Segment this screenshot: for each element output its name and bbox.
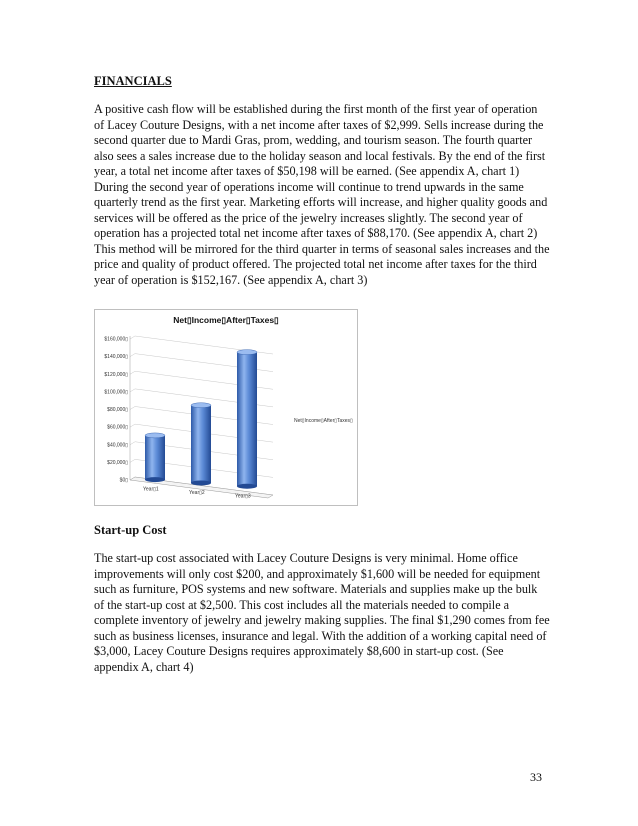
section-heading-startup-cost: Start-up Cost xyxy=(94,523,167,537)
financials-paragraph: A positive cash flow will be established during the first month of the first year of operation of Lacey Couture Designs, with a net income after taxes of $2,999. Sells increase during the second quarter due to Mardi Gras, prom, wedding, and tourism season. The fourth quarter also sees a sales increase due to the holiday season and local festivals. By the end of the first year, a total net income after taxes of $50,198 will be earned. (See appendix A, chart 1) During the second year of operations income will continue to trend upwards in the same quarterly trend as the first year. Marketing efforts will increase, and higher quality goods and services will be offered as the price of the jewelry increases slightly. The second year of operation has a projected total net income after taxes of $88,170. (See appendix A, chart 2) This method will be mirrored for the third quarter in terms of seasonal sales increases and the price and quality of product offered. The projected total net income after taxes for the third year of operation is $152,167. (See appendix A, chart 3) xyxy=(94,102,550,287)
startup-cost-paragraph: The start-up cost associated with Lacey Couture Designs is very minimal. Home office improvements will only cost $200, and approximately $1,600 will be needed for equipment such as furniture, POS systems and new software. Materials and supplies make up the bulk of the start-up cost at $2,500. This cost includes all the materials needed to compile a complete inventory of jewelry and jewelry making supplies. The final $1,290 comes from fee such as business licenses, insurance and legal. With the addition of a working capital need of $3,000, Lacey Couture Designs requires approximately $8,600 in start-up cost. (See appendix A, chart 4) xyxy=(94,551,550,674)
chart-title: Net▯Income▯After▯Taxes▯ xyxy=(173,315,279,325)
bar-body xyxy=(145,435,165,479)
net-income-chart xyxy=(94,309,358,506)
x-category-label: Year▯3 xyxy=(235,493,251,500)
y-tick-label: $0▯ xyxy=(119,477,128,484)
x-category-label: Year▯2 xyxy=(189,489,205,496)
section-heading-financials: FINANCIALS xyxy=(94,74,172,88)
y-tick-label: $160,000▯ xyxy=(104,336,128,343)
bar-top xyxy=(191,403,211,408)
y-tick-label: $100,000▯ xyxy=(104,389,128,396)
bar-base xyxy=(237,484,257,489)
legend-series-name: Net▯Income▯After▯Taxes▯ xyxy=(294,418,353,424)
bar-body xyxy=(237,352,257,486)
chart-canvas xyxy=(94,309,358,506)
x-category-label: Year▯1 xyxy=(143,486,159,493)
chart-border xyxy=(95,310,358,506)
y-tick-label: $140,000▯ xyxy=(104,354,128,361)
y-tick-label: $120,000▯ xyxy=(104,371,128,378)
bar-top xyxy=(145,433,165,438)
bar-3 xyxy=(237,350,257,489)
bar-base xyxy=(191,480,211,485)
bar-base xyxy=(145,477,165,482)
bar-1 xyxy=(145,433,165,482)
page-number: 33 xyxy=(530,770,542,784)
bar-2 xyxy=(191,403,211,486)
y-tick-label: $20,000▯ xyxy=(107,459,128,466)
bar-body xyxy=(191,405,211,483)
y-tick-label: $60,000▯ xyxy=(107,424,128,431)
y-tick-label: $40,000▯ xyxy=(107,442,128,449)
bar-top xyxy=(237,350,257,355)
y-axis-ticks xyxy=(104,337,128,484)
y-tick-label: $80,000▯ xyxy=(107,407,128,413)
